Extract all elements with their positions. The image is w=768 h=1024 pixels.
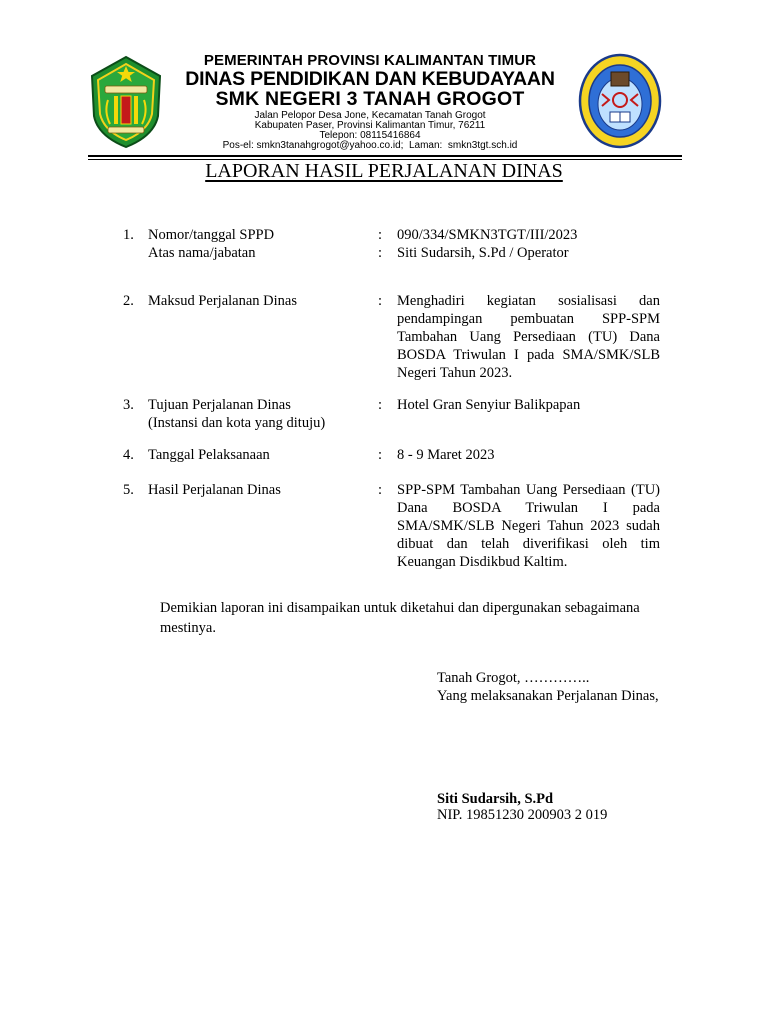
page-title: LAPORAN HASIL PERJALANAN DINAS xyxy=(205,160,563,182)
item-4-number: 4. xyxy=(123,447,134,463)
item-4-label: Tanggal Pelaksanaan xyxy=(148,447,270,463)
letterhead-contact: Pos-el: smkn3tanahgrogot@yahoo.co.id; Laman: smkn3tgt.sch.id xyxy=(222,140,518,151)
item-2-label: Maksud Perjalanan Dinas xyxy=(148,293,297,309)
item-1-label: Nomor/tanggal SPPD xyxy=(148,227,275,243)
item-1-value-2: Siti Sudarsih, S.Pd / Operator xyxy=(397,245,569,261)
item-5-colon: : xyxy=(378,482,383,498)
letterhead-government: PEMERINTAH PROVINSI KALIMANTAN TIMUR xyxy=(203,52,537,69)
item-5-number: 5. xyxy=(123,482,134,498)
smk-negeri-3-tanah-grogot-emblem-icon xyxy=(578,52,662,150)
item-4-value: 8 - 9 Maret 2023 xyxy=(397,447,495,463)
letterhead-thick-rule xyxy=(88,155,682,157)
item-1-value: 090/334/SMKN3TGT/III/2023 xyxy=(397,227,578,243)
item-3-colon: : xyxy=(378,397,383,413)
item-1-colon-2: : xyxy=(378,245,383,261)
item-3-number: 3. xyxy=(123,397,134,413)
item-3-label-2: (Instansi dan kota yang dituju) xyxy=(148,415,326,431)
item-3-label: Tujuan Perjalanan Dinas xyxy=(148,397,291,413)
item-1-number: 1. xyxy=(123,227,134,243)
item-4-colon: : xyxy=(378,447,383,463)
item-5-label: Hasil Perjalanan Dinas xyxy=(148,482,281,498)
letterhead-address-line1: Jalan Pelopor Desa Jone, Kecamatan Tanah Grogot xyxy=(254,110,486,121)
letterhead-agency: DINAS PENDIDIKAN DAN KEBUDAYAAN xyxy=(185,68,555,90)
signature-nip: NIP. 19851230 200903 2 019 xyxy=(437,807,608,823)
item-2-value: Menghadiri kegiatan sosialisasi dan pendampingan pembuatan SPP-SPM Tambahan Uang Persediaan (TU) Dana BOSDA Triwulan I pada SMA/SMK/SLB Negeri Tahun 2023. xyxy=(397,293,660,381)
signature-name: Siti Sudarsih, S.Pd xyxy=(437,791,554,807)
item-2-number: 2. xyxy=(123,293,134,309)
signature-place-date: Tanah Grogot, ………….. xyxy=(437,670,590,686)
item-5-value: SPP-SPM Tambahan Uang Persediaan (TU) Dana BOSDA Triwulan I pada SMA/SMK/SLB Negeri Tahun 2023 sudah dibuat dan telah diverifikasi oleh tim Keuangan Disdikbud Kaltim. xyxy=(397,482,660,570)
letterhead-phone: Telepon: 08115416864 xyxy=(319,130,421,141)
closing-paragraph: Demikian laporan ini disampaikan untuk diketahui dan dipergunakan sebagaimana mestinya. xyxy=(160,600,640,636)
item-1-label-2: Atas nama/jabatan xyxy=(148,245,256,261)
item-1-colon: : xyxy=(378,227,383,243)
item-2-colon: : xyxy=(378,293,383,309)
letterhead-school: SMK NEGERI 3 TANAH GROGOT xyxy=(215,88,525,110)
kaltim-province-emblem-icon xyxy=(88,54,164,150)
letterhead-address-line2: Kabupaten Paser, Provinsi Kalimantan Timur, 76211 xyxy=(254,120,486,131)
item-3-value: Hotel Gran Senyiur Balikpapan xyxy=(397,397,581,413)
signature-role: Yang melaksanakan Perjalanan Dinas, xyxy=(437,688,659,704)
